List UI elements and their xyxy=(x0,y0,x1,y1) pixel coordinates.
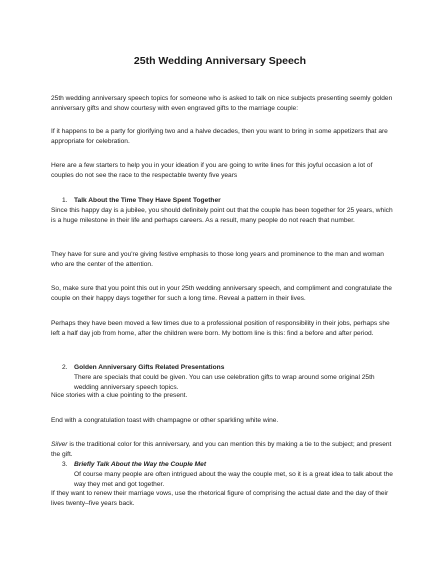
list-item-2-body: There are specials that could be given. You can use celebration gifts to wrap around some original 25th wedding anniversary speech topics. xyxy=(74,374,375,391)
list-item-1 xyxy=(62,196,402,206)
paragraph-before-after: Perhaps they have been moved a few times due to a professional position of responsibility in their jobs, perhaps she left a half day job from home, after the children were born. My bottom line is this: find a before and after period. xyxy=(51,320,390,337)
paragraph-intro: 25th wedding anniversary speech topics for someone who is asked to talk on nice subjects presenting seemly golden anniversary gifts and show courtesy with even engraved gifts to the marriage couple: xyxy=(51,95,393,112)
list-heading: Talk About the Time They Have Spent Together xyxy=(74,197,221,204)
list-item-2 xyxy=(62,363,402,373)
paragraph-jubilee: Since this happy day is a jubilee, you should definitely point out that the couple has been together for 25 years, which is a huge milestone in their life and perhaps careers. As a result, many people do not reach that number. xyxy=(51,207,393,224)
emphasis-silver: Silver xyxy=(51,441,68,448)
paragraph-silver xyxy=(51,440,396,460)
page-title: 25th Wedding Anniversary Speech xyxy=(133,55,307,67)
paragraph-vows: If they want to renew their marriage vows, use the rhetorical figure of comprising the actual date and the day of their lives twenty–five years back. xyxy=(51,490,389,507)
list-heading: Golden Anniversary Gifts Related Presentations xyxy=(74,364,225,371)
list-number: 1. xyxy=(62,197,68,204)
list-item-3-body: Of course many people are often intrigued about the way the couple met, so it is a great idea to talk about the way they met and got together. xyxy=(74,471,393,488)
paragraph-emphasis: They have for sure and you're giving festive emphasis to those long years and prominence to the man and woman who are the center of the attention. xyxy=(51,251,384,268)
paragraph-toast: End with a congratulation toast with champagne or other sparkling white wine. xyxy=(51,417,279,424)
paragraph-silver-text: is the traditional color for this anniversary, and you can mention this by making a tie to the subject; and present the gift. xyxy=(51,441,392,458)
paragraph-starters: Here are a few starters to help you in your ideation if you are going to write lines for this joyful occasion a lot of couples do not see the race to the respectable twenty five years xyxy=(51,162,373,179)
paragraph-stories: Nice stories with a clue pointing to the present. xyxy=(51,392,188,399)
paragraph-party: If it happens to be a party for glorifying two and a halve decades, then you want to bring in some appetizers that are appropriate for celebration. xyxy=(51,128,388,145)
paragraph-compliment: So, make sure that you point this out in your 25th wedding anniversary speech, and compliment and congratulate the couple on their happy days together for such a long time. Reveal a pattern in their lives. xyxy=(51,285,392,302)
list-heading: Briefly Talk About the Way the Couple Met xyxy=(74,461,207,468)
list-number: 2. xyxy=(62,364,68,371)
list-item-3 xyxy=(62,460,402,470)
list-number: 3. xyxy=(62,461,68,468)
